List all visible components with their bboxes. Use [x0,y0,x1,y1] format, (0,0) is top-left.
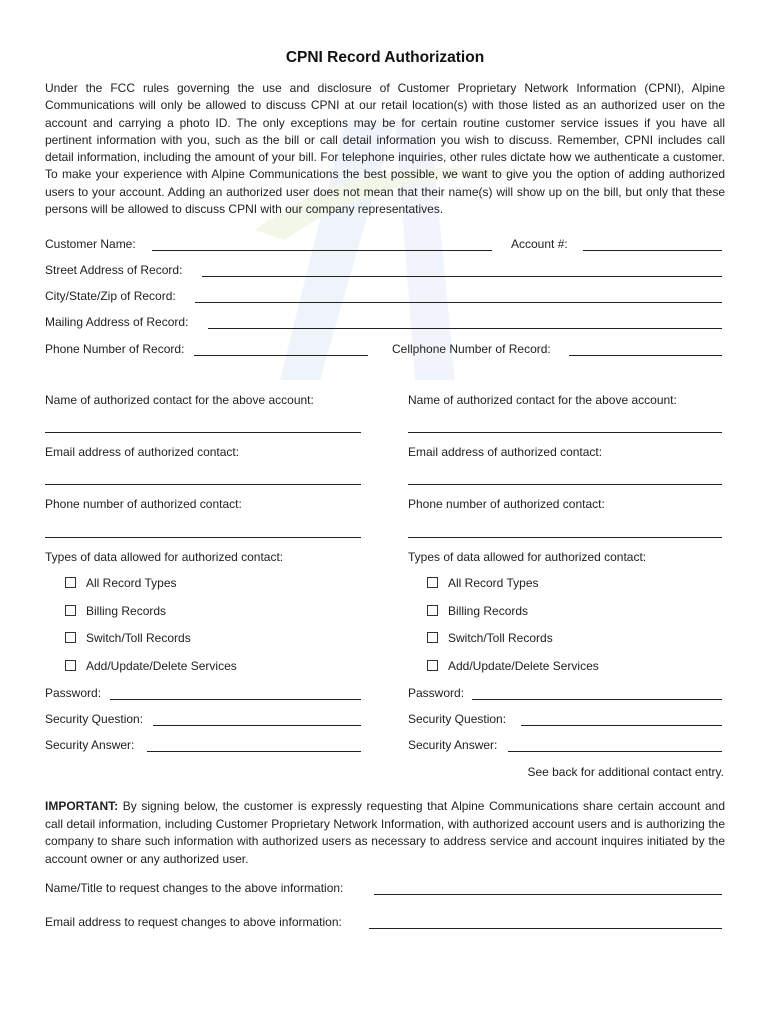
city-state-zip-field[interactable] [195,302,722,303]
contact-name-label: Name of authorized contact for the above account: [45,393,314,407]
security-question-field[interactable] [521,725,722,726]
contact-phone-field[interactable] [408,537,722,538]
data-types-label: Types of data allowed for authorized contact: [45,550,284,564]
option-label: Add/Update/Delete Services [86,659,237,673]
important-text: By signing below, the customer is expressly requesting that Alpine Communications share certain account and call detail information, including Customer Proprietary Network Information, with authorized account users and is authorizing the company to share such information with authorized users as necessary to address service and account inquires initiated by the account owner or any authorized user. [45,799,725,866]
contact-name-field[interactable] [45,432,361,433]
change-name-title-field[interactable] [374,894,722,895]
option-label: Switch/Toll Records [448,631,553,645]
mailing-address-label: Mailing Address of Record: [45,315,189,329]
checkbox-icon[interactable] [427,577,438,588]
option-label: Billing Records [86,604,167,618]
see-back-note: See back for additional contact entry. [527,765,724,779]
password-field[interactable] [472,699,722,700]
cellphone-number-label: Cellphone Number of Record: [392,342,551,356]
intro-paragraph: Under the FCC rules governing the use and disclosure of Customer Proprietary Network Information (CPNI), Alpine Communications will only be allowed to discuss CPNI at our retail location(s) with those listed as an authorized user on the account and carrying a photo ID. The only exceptions may be for certain routine customer service issues if you have all pertinent information with you, such as the bill or call detail information you wish to discuss. Remember, CPNI includes call detail information, including the amount of your bill. For telephone inquiries, other rules dictate how we authenticate a customer. To make your experience with Alpine Communications the best possible, we want to give you the option of adding authorized users to your account. Adding an authorized user does not mean that their name(s) will show up on the bill, but only that these persons will be allowed to discuss CPNI with our company representatives. [45,81,725,217]
switch-toll-records-option[interactable] [65,631,191,645]
cellphone-number-field[interactable] [569,355,722,356]
change-email-field[interactable] [369,928,722,929]
customer-name-field[interactable] [152,250,492,251]
security-question-field[interactable] [153,725,361,726]
security-question-label: Security Question: [45,712,144,726]
checkbox-icon[interactable] [65,660,76,671]
security-answer-field[interactable] [147,751,361,752]
switch-toll-records-option[interactable] [427,631,553,645]
security-answer-field[interactable] [508,751,722,752]
contact-email-field[interactable] [45,484,361,485]
checkbox-icon[interactable] [65,605,76,616]
account-number-field[interactable] [583,250,722,251]
option-label: All Record Types [448,576,539,590]
checkbox-icon[interactable] [65,577,76,588]
phone-number-field[interactable] [194,355,368,356]
change-email-label: Email address to request changes to above information: [45,915,342,929]
important-label: IMPORTANT: [45,799,119,813]
option-label: Add/Update/Delete Services [448,659,599,673]
contact-email-field[interactable] [408,484,722,485]
billing-records-option[interactable] [65,604,166,618]
all-record-types-option[interactable] [65,576,177,590]
checkbox-icon[interactable] [427,605,438,616]
mailing-address-field[interactable] [208,328,722,329]
password-label: Password: [408,686,465,700]
security-answer-label: Security Answer: [45,738,135,752]
street-address-label: Street Address of Record: [45,263,183,277]
add-update-delete-option[interactable] [427,659,599,673]
option-label: All Record Types [86,576,177,590]
change-name-title-label: Name/Title to request changes to the above information: [45,881,344,895]
option-label: Billing Records [448,604,529,618]
security-answer-label: Security Answer: [408,738,498,752]
billing-records-option[interactable] [427,604,528,618]
street-address-field[interactable] [202,276,722,277]
contact-email-label: Email address of authorized contact: [45,445,240,459]
contact-email-label: Email address of authorized contact: [408,445,603,459]
contact-phone-label: Phone number of authorized contact: [45,497,242,511]
phone-number-label: Phone Number of Record: [45,342,185,356]
contact-name-field[interactable] [408,432,722,433]
add-update-delete-option[interactable] [65,659,237,673]
checkbox-icon[interactable] [427,660,438,671]
checkbox-icon[interactable] [65,632,76,643]
all-record-types-option[interactable] [427,576,539,590]
security-question-label: Security Question: [408,712,507,726]
city-state-zip-label: City/State/Zip of Record: [45,289,176,303]
account-number-label: Account #: [511,237,568,251]
customer-name-label: Customer Name: [45,237,136,251]
important-paragraph [45,798,725,868]
data-types-label: Types of data allowed for authorized contact: [408,550,647,564]
contact-phone-field[interactable] [45,537,361,538]
page-title: CPNI Record Authorization [285,49,485,66]
checkbox-icon[interactable] [427,632,438,643]
option-label: Switch/Toll Records [86,631,191,645]
password-label: Password: [45,686,102,700]
contact-name-label: Name of authorized contact for the above account: [408,393,677,407]
contact-phone-label: Phone number of authorized contact: [408,497,605,511]
password-field[interactable] [110,699,361,700]
